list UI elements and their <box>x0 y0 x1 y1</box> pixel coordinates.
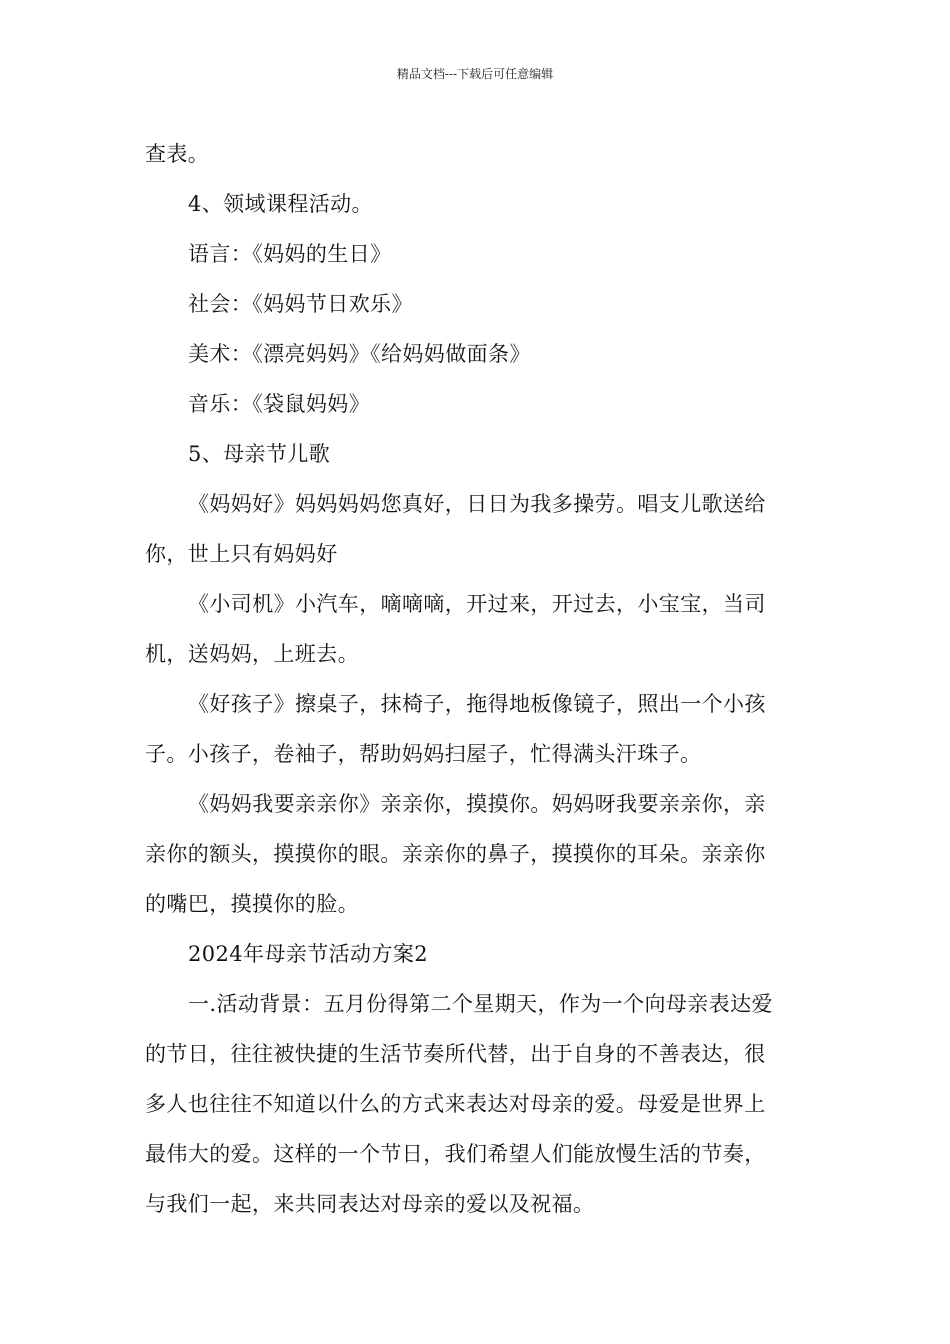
paragraph-line: 亲你的额头，摸摸你的眼。亲亲你的鼻子，摸摸你的耳朵。亲亲你 <box>145 842 766 866</box>
paragraph-line: 语言：《妈妈的生日》 <box>188 242 392 266</box>
paragraph-line: 机，送妈妈，上班去。 <box>145 642 359 666</box>
paragraph-line: 音乐：《袋鼠妈妈》 <box>188 392 371 416</box>
paragraph-line: 社会：《妈妈节日欢乐》 <box>188 292 413 316</box>
paragraph-line: 多人也往往不知道以什么的方式来表达对母亲的爱。母爱是世界上 <box>145 1092 766 1116</box>
paragraph-line: 子。小孩子，卷袖子，帮助妈妈扫屋子，忙得满头汗珠子。 <box>145 742 702 766</box>
section-heading: 2024年母亲节活动方案2 <box>188 942 429 966</box>
paragraph-line: 与我们一起，来共同表达对母亲的爱以及祝福。 <box>145 1192 595 1216</box>
paragraph-line: 查表。 <box>145 142 210 166</box>
paragraph-line: 《好孩子》擦桌子，抹椅子，拖得地板像镜子，照出一个小孩 <box>188 692 766 716</box>
paragraph-line: 的节日，往往被快捷的生活节奏所代替，出于自身的不善表达，很 <box>145 1042 766 1066</box>
paragraph-line: 的嘴巴，摸摸你的脸。 <box>145 892 359 916</box>
page-header: 精品文档---下载后可任意编辑 <box>396 67 554 81</box>
paragraph-line: 《妈妈好》妈妈妈妈您真好，日日为我多操劳。唱支儿歌送给 <box>188 492 766 516</box>
paragraph-line: 你，世上只有妈妈好 <box>145 542 338 566</box>
paragraph-line: 《小司机》小汽车，嘀嘀嘀，开过来，开过去，小宝宝，当司 <box>188 592 766 616</box>
paragraph-line: 《妈妈我要亲亲你》亲亲你，摸摸你。妈妈呀我要亲亲你，亲 <box>188 792 766 816</box>
paragraph-line: 一.活动背景：五月份得第二个星期天，作为一个向母亲表达爱 <box>188 992 773 1016</box>
paragraph-line: 4、领域课程活动。 <box>188 192 373 216</box>
paragraph-line: 美术：《漂亮妈妈》《给妈妈做面条》 <box>188 342 531 366</box>
paragraph-line: 5、母亲节儿歌 <box>188 442 331 466</box>
paragraph-line: 最伟大的爱。这样的一个节日，我们希望人们能放慢生活的节奏， <box>145 1142 766 1166</box>
document-body <box>145 129 805 1229</box>
